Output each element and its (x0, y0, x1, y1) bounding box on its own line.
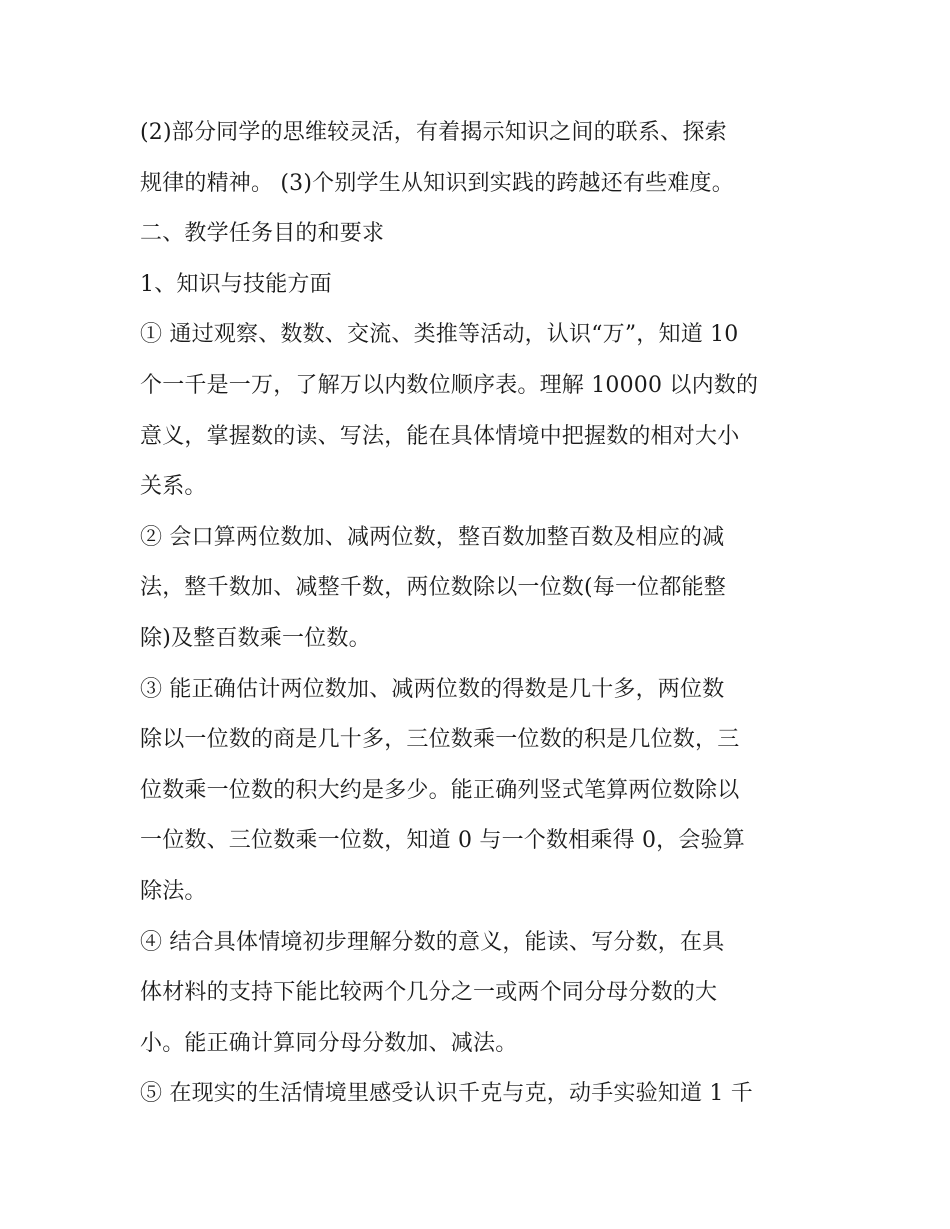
text-line: 除法。 (140, 878, 207, 904)
text-line: 个一千是一万，了解万以内数位顺序表。理解 10000 以内数的 (140, 372, 759, 398)
text-line: ④ 结合具体情境初步理解分数的意义，能读、写分数，在具 (140, 929, 725, 955)
text-line: 规律的精神。 (3)个别学生从知识到实践的跨越还有些难度。 (140, 170, 734, 196)
text-line: 除)及整百数乘一位数。 (140, 625, 371, 651)
text-line: 位数乘一位数的积大约是多少。能正确列竖式笔算两位数除以 (140, 777, 740, 803)
subsection-heading: 1、知识与技能方面 (140, 271, 332, 297)
text-line: 除以一位数的商是几十多，三位数乘一位数的积是几位数，三 (140, 727, 740, 753)
text-line: (2)部分同学的思维较灵活，有着揭示知识之间的联系、探索 (140, 120, 727, 145)
text-line: 意义，掌握数的读、写法，能在具体情境中把握数的相对大小 (140, 423, 740, 449)
text-line: 小。能正确计算同分母分数加、减法。 (140, 1030, 518, 1056)
text-line: ① 通过观察、数数、交流、类推等活动，认识“万”，知道 10 (140, 322, 739, 348)
section-heading: 二、教学任务目的和要求 (140, 221, 385, 247)
text-line: ③ 能正确估计两位数加、减两位数的得数是几十多，两位数 (140, 676, 725, 702)
text-line: 体材料的支持下能比较两个几分之一或两个同分母分数的大 (140, 980, 718, 1006)
text-line: ⑤ 在现实的生活情境里感受认识千克与克，动手实验知道 1 千 (140, 1081, 753, 1107)
text-line: 关系。 (140, 474, 207, 500)
text-line: 一位数、三位数乘一位数，知道 0 与一个数相乘得 0，会验算 (140, 828, 745, 854)
document-body (140, 108, 820, 1120)
text-line: ② 会口算两位数加、减两位数，整百数加整百数及相应的减 (140, 524, 725, 550)
text-line: 法，整千数加、减整千数，两位数除以一位数(每一位都能整 (140, 575, 726, 601)
